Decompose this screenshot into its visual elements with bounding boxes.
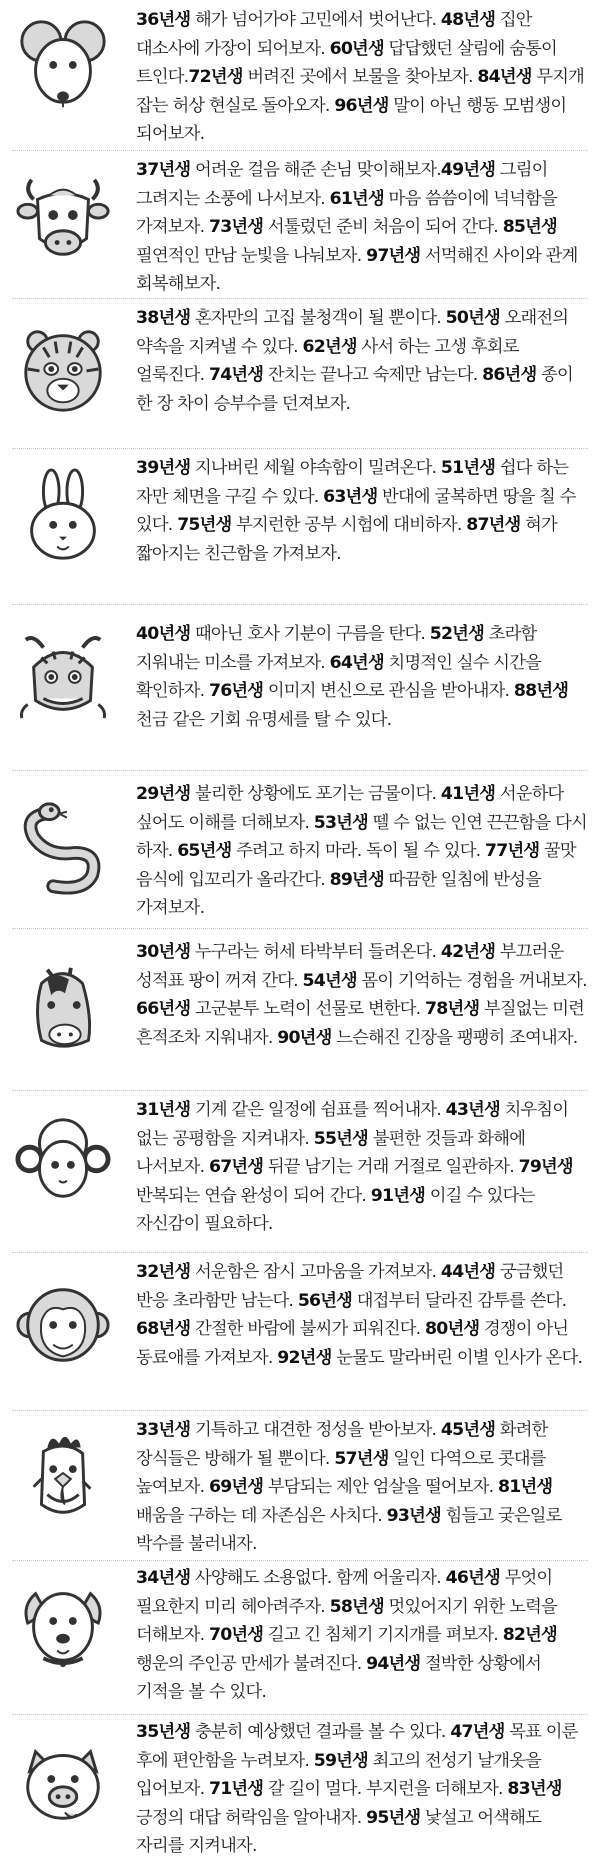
birth-year-label: 32년생 [136, 1262, 191, 1282]
birth-year-label: 70년생 [208, 1625, 264, 1646]
fortune-sentence: 오래전의 약속을 지켜낼 수 있다. [136, 308, 569, 357]
fortune-sentence: 주려고 하지 마라. 독이 될 수 있다. [231, 841, 485, 862]
entry-divider [12, 298, 588, 299]
fortune-text [136, 1096, 588, 1239]
fortune-sentence: 반대에 굴복하면 땅을 칠 수 있다. [136, 486, 576, 536]
birth-year-label: 30년생 [136, 942, 191, 962]
fortune-text [136, 454, 588, 568]
birth-year-label: 74년생 [208, 365, 264, 386]
birth-year-label: 38년생 [136, 308, 191, 328]
entry-divider [12, 1560, 588, 1561]
fortune-sentence: 치우침이 없는 공평함을 지켜내자. [136, 1100, 569, 1149]
birth-year-label: 84년생 [477, 67, 532, 88]
birth-year-label: 61년생 [329, 188, 384, 209]
fortune-sentence: 무지개 잡는 허상 현실로 돌아오자. [136, 67, 585, 116]
birth-year-label: 90년생 [277, 1027, 332, 1048]
ox-icon [14, 170, 112, 268]
pig-icon [14, 1732, 112, 1830]
fortune-text [136, 1564, 588, 1707]
fortune-sentence: 무엇이 필요한지 미리 헤아려주자. [136, 1568, 553, 1617]
zodiac-entry [0, 1714, 600, 1875]
rooster-icon [14, 1426, 112, 1524]
fortune-sentence: 서먹해진 사이와 관계 회복해보자. [136, 245, 578, 295]
birth-year-label: 54년생 [302, 970, 357, 991]
fortune-sentence: 따끔한 일침에 반성을 가져보자. [136, 869, 541, 919]
entry-divider [12, 448, 588, 449]
fortune-sentence: 치명적인 실수 시간을 확인하자. [136, 652, 541, 702]
birth-year-label: 87년생 [466, 515, 521, 536]
birth-year-label: 93년생 [386, 1505, 441, 1526]
fortune-sentence: 일인 다역으로 콧대를 높여보자. [136, 1448, 546, 1498]
fortune-sentence: 천금 같은 기회 유명세를 탈 수 있다. [136, 709, 392, 730]
birth-year-label: 67년생 [208, 1157, 264, 1178]
zodiac-entry [0, 1252, 600, 1410]
fortune-sentence: 불편한 것들과 화해에 나서보자. [136, 1128, 526, 1178]
zodiac-entry [0, 298, 600, 448]
fortune-sentence: 화려한 장식들은 방해가 될 뿐이다. [136, 1420, 548, 1469]
fortune-sentence: 부담되는 제안 엄살을 떨어보자. [263, 1477, 498, 1498]
fortune-sentence: 갈 길이 멀다. 부지런을 더해보자. [263, 1779, 508, 1800]
birth-year-label: 94년생 [366, 1653, 421, 1674]
birth-year-label: 49년생 [440, 160, 496, 180]
zodiac-entry [0, 150, 600, 298]
birth-year-label: 46년생 [445, 1568, 500, 1588]
fortune-sentence: 쉽다 하는 자만 체면을 구길 수 있다. [136, 458, 569, 507]
fortune-sentence: 필연적인 만남 눈빛을 나눠보자. [136, 245, 367, 266]
entry-divider [12, 1252, 588, 1253]
fortune-sentence: 몸이 기억하는 경험을 꺼내보자. [356, 970, 587, 991]
fortune-sentence: 기특하고 대견한 정성을 받아보자. [190, 1420, 441, 1440]
birth-year-label: 60년생 [329, 38, 384, 59]
fortune-sentence: 잔치는 끝나고 숙제만 남는다. [263, 365, 483, 386]
fortune-sentence: 마음 씀씀이에 넉넉함을 가져보자. [136, 188, 557, 238]
snake-icon [14, 798, 112, 896]
dog-icon [14, 1574, 112, 1672]
birth-year-label: 97년생 [366, 245, 421, 266]
birth-year-label: 29년생 [136, 784, 191, 804]
birth-year-label: 37년생 [136, 160, 191, 180]
birth-year-label: 59년생 [313, 1750, 368, 1771]
birth-year-label: 66년생 [136, 999, 191, 1020]
dragon-icon [14, 628, 112, 726]
birth-year-label: 50년생 [445, 308, 500, 328]
birth-year-label: 81년생 [498, 1477, 553, 1498]
fortune-sentence: 긍정의 대답 허락임을 알아내자. [136, 1807, 367, 1828]
fortune-text [136, 1416, 588, 1559]
fortune-sentence: 부지런한 공부 시험에 대비하자. [231, 515, 467, 536]
fortune-sentence: 서툴렀던 준비 처음이 되어 간다. [263, 217, 503, 238]
fortune-text [136, 1258, 588, 1372]
fortune-sentence: 때아닌 호사 기분이 구름을 탄다. [190, 624, 430, 644]
entry-divider [12, 1714, 588, 1715]
birth-year-label: 92년생 [277, 1347, 332, 1368]
birth-year-label: 86년생 [482, 365, 537, 386]
birth-year-label: 89년생 [329, 869, 384, 890]
entry-divider [12, 1410, 588, 1411]
fortune-text [136, 304, 588, 418]
birth-year-label: 43년생 [445, 1100, 500, 1120]
fortune-text [136, 780, 588, 923]
birth-year-label: 64년생 [329, 652, 384, 673]
fortune-text [136, 938, 588, 1052]
birth-year-label: 35년생 [136, 1722, 191, 1742]
fortune-sentence: 지나버린 세월 야속함이 밀려온다. [190, 458, 441, 478]
fortune-sentence: 종이 한 장 차이 승부수를 던져보자. [136, 365, 573, 414]
birth-year-label: 78년생 [425, 999, 480, 1020]
birth-year-label: 88년생 [513, 681, 569, 702]
birth-year-label: 76년생 [208, 681, 264, 702]
fortune-sentence: 서운하다 싶어도 이해를 더해보자. [136, 784, 564, 833]
fortune-sentence: 사양해도 소용없다. 함께 어울리자. [190, 1568, 446, 1588]
birth-year-label: 91년생 [370, 1185, 426, 1206]
entry-divider [12, 604, 588, 605]
fortune-sentence: 해가 넘어가야 고민에서 벗어난다. [190, 10, 441, 30]
fortune-sentence: 낯설고 어색해도 자리를 지켜내자. [136, 1807, 541, 1857]
fortune-sentence: 불리한 상황에도 포기는 금물이다. [190, 784, 441, 804]
birth-year-label: 45년생 [440, 1420, 496, 1440]
fortune-sentence: 초라함 지워내는 미소를 가져보자. [136, 624, 537, 673]
birth-year-label: 63년생 [323, 486, 378, 507]
fortune-sentence: 대접부터 달라진 감투를 쓴다. [352, 1290, 567, 1311]
fortune-sentence: 부질없는 미련 흔적조차 지워내자. [136, 999, 585, 1048]
fortune-sentence: 그림이 그려지는 소풍에 나서보자. [136, 160, 548, 209]
birth-year-label: 41년생 [440, 784, 496, 804]
entry-divider [12, 928, 588, 929]
birth-year-label: 69년생 [208, 1477, 264, 1498]
birth-year-label: 73년생 [208, 217, 264, 238]
fortune-text [136, 1718, 588, 1861]
birth-year-label: 53년생 [313, 812, 368, 833]
entry-divider [12, 1090, 588, 1091]
fortune-text [136, 6, 588, 149]
fortune-sentence: 느슨해진 긴장을 팽팽히 조여내자. [331, 1027, 578, 1048]
fortune-sentence: 배움을 구하는 데 자존심은 사치다. [136, 1505, 387, 1526]
birth-year-label: 57년생 [334, 1448, 389, 1469]
fortune-sentence: 말이 아닌 행동 모범생이 되어보자. [136, 95, 567, 145]
birth-year-label: 96년생 [334, 95, 389, 116]
sheep-icon [14, 1110, 112, 1208]
rat-icon [14, 14, 112, 112]
birth-year-label: 75년생 [177, 515, 232, 536]
birth-year-label: 48년생 [440, 10, 496, 30]
birth-year-label: 31년생 [136, 1100, 191, 1120]
tiger-icon [14, 320, 112, 418]
fortune-sentence: 눈물도 말라버린 이별 인사가 온다. [331, 1347, 583, 1368]
fortune-sentence: 반복되는 연습 완성이 되어 간다. [136, 1185, 371, 1206]
birth-year-label: 71년생 [208, 1779, 264, 1800]
fortune-sentence: 부끄러운 성적표 팡이 꺼져 간다. [136, 942, 564, 991]
zodiac-entry [0, 1090, 600, 1252]
fortune-sentence: 고군분투 노력이 선물로 변한다. [190, 999, 426, 1020]
fortune-sentence: 경쟁이 아닌 동료애를 가져보자. [136, 1319, 569, 1368]
fortune-sentence: 혼자만의 고집 불청객이 될 뿐이다. [190, 308, 446, 328]
zodiac-entry [0, 1410, 600, 1560]
fortune-sentence: 꿀맛 음식에 입꼬리가 올라간다. [136, 841, 576, 890]
birth-year-label: 95년생 [366, 1807, 421, 1828]
fortune-sentence: 절박한 상황에서 기적을 볼 수 있다. [136, 1653, 541, 1703]
birth-year-label: 44년생 [440, 1262, 496, 1282]
horse-icon [14, 958, 112, 1056]
fortune-sentence: 뒤끝 남기는 거래 거절로 일관하자. [263, 1157, 519, 1178]
fortune-sentence: 누구라는 허세 타박부터 들려온다. [190, 942, 441, 962]
fortune-sentence: 충분히 예상했던 결과를 볼 수 있다. [190, 1722, 451, 1742]
entry-divider [12, 770, 588, 771]
fortune-sentence: 목표 이룬 후에 편안함을 누려보자. [136, 1722, 578, 1771]
fortune-sentence: 길고 긴 침체기 기지개를 펴보자. [263, 1625, 503, 1646]
fortune-sentence: 이길 수 있다는 자신감이 필요하다. [136, 1185, 535, 1235]
entry-divider [12, 150, 588, 151]
fortune-sentence: 집안 대소사에 가장이 되어보자. [136, 10, 532, 59]
birth-year-label: 55년생 [313, 1128, 368, 1149]
fortune-text [136, 156, 588, 299]
fortune-sentence: 뗄 수 없는 인연 끈끈함을 다시 하자. [136, 812, 587, 862]
birth-year-label: 65년생 [177, 841, 232, 862]
fortune-sentence: 간절한 바람에 불씨가 피워진다. [190, 1319, 426, 1340]
fortune-sentence: 어려운 걸음 해준 손님 맞이해보자. [190, 160, 441, 180]
fortune-sentence: 기계 같은 일정에 쉼표를 찍어내자. [190, 1100, 446, 1120]
fortune-sentence: 답답했던 살림에 숨통이 트인다. [136, 38, 557, 88]
birth-year-label: 56년생 [297, 1290, 353, 1311]
birth-year-label: 52년생 [429, 624, 484, 644]
birth-year-label: 62년생 [302, 336, 357, 357]
fortune-sentence: 사서 하는 고생 후회로 얼룩진다. [136, 336, 519, 386]
fortune-sentence: 서운함은 잠시 고마움을 가져보자. [190, 1262, 441, 1282]
birth-year-label: 42년생 [440, 942, 496, 962]
zodiac-entry [0, 604, 600, 770]
zodiac-entry [0, 770, 600, 928]
birth-year-label: 80년생 [425, 1319, 480, 1340]
monkey-icon [14, 1276, 112, 1374]
birth-year-label: 34년생 [136, 1568, 191, 1588]
birth-year-label: 40년생 [136, 624, 191, 644]
rabbit-icon [14, 468, 112, 566]
fortune-text [136, 620, 588, 734]
zodiac-entry [0, 448, 600, 604]
birth-year-label: 85년생 [502, 217, 557, 238]
fortune-sentence: 이미지 변신으로 관심을 받아내자. [263, 681, 514, 702]
zodiac-entry [0, 1560, 600, 1714]
birth-year-label: 39년생 [136, 458, 191, 478]
birth-year-label: 36년생 [136, 10, 191, 30]
birth-year-label: 47년생 [450, 1722, 505, 1742]
fortune-sentence: 힘들고 궂은일로 박수를 불러내자. [136, 1505, 562, 1555]
birth-year-label: 33년생 [136, 1420, 191, 1440]
birth-year-label: 51년생 [440, 458, 496, 478]
fortune-sentence: 멋있어지기 위한 노력을 더해보자. [136, 1596, 557, 1646]
fortune-sentence: 궁금했던 반응 초라함만 남는다. [136, 1262, 564, 1311]
fortune-sentence: 버려진 곳에서 보물을 찾아보자. [242, 67, 478, 88]
fortune-sentence: 행운의 주인공 만세가 불려진다. [136, 1653, 367, 1674]
zodiac-entry [0, 0, 600, 150]
birth-year-label: 82년생 [502, 1625, 557, 1646]
birth-year-label: 79년생 [518, 1157, 573, 1178]
birth-year-label: 83년생 [507, 1779, 562, 1800]
zodiac-entry [0, 928, 600, 1090]
birth-year-label: 68년생 [136, 1319, 191, 1340]
birth-year-label: 77년생 [485, 841, 540, 862]
fortune-sentence: 최고의 전성기 날개옷을 입어보자. [136, 1750, 541, 1800]
birth-year-label: 58년생 [329, 1596, 384, 1617]
birth-year-label: 72년생 [188, 67, 243, 88]
fortune-sentence: 혀가 짧아지는 친근함을 가져보자. [136, 515, 557, 564]
